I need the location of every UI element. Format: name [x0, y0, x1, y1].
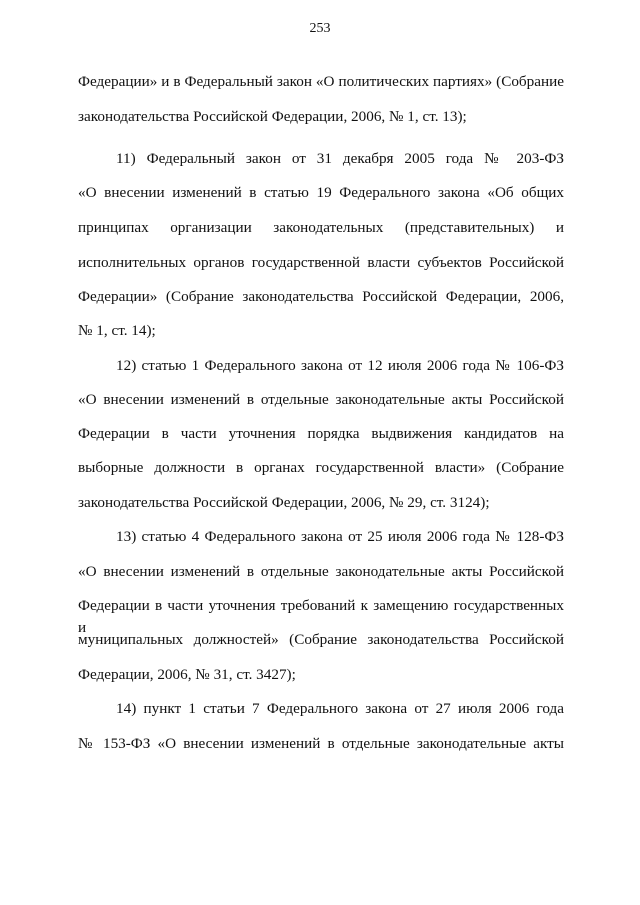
- page-number: 253: [309, 21, 331, 36]
- text-line: 14) пункт 1 статьи 7 Федерального закона от 27 июля 2006 года: [116, 700, 564, 717]
- text-line: 11) Федеральный закон от 31 декабря 2005 года № 203-ФЗ: [116, 150, 564, 167]
- text-line: муниципальных должностей» (Собрание законодательства Российской: [78, 631, 564, 648]
- text-line: «О внесении изменений в статью 19 Федерального закона «Об общих: [78, 184, 564, 201]
- text-line: № 1, ст. 14);: [78, 322, 156, 339]
- text-line: «О внесении изменений в отдельные законодательные акты Российской: [78, 391, 564, 408]
- text-line: Федерации» и в Федеральный закон «О политических партиях» (Собрание: [78, 73, 564, 90]
- text-line: исполнительных органов государственной власти субъектов Российской: [78, 254, 564, 271]
- text-line: законодательства Российской Федерации, 2006, № 29, ст. 3124);: [78, 494, 490, 511]
- text-line: выборные должности в органах государственной власти» (Собрание: [78, 459, 564, 476]
- text-line: 13) статью 4 Федерального закона от 25 июля 2006 года № 128-ФЗ: [116, 528, 564, 545]
- text-line: «О внесении изменений в отдельные законодательные акты Российской: [78, 563, 564, 580]
- text-line: Федерации, 2006, № 31, ст. 3427);: [78, 666, 296, 683]
- text-line: 12) статью 1 Федерального закона от 12 июля 2006 года № 106-ФЗ: [116, 357, 564, 374]
- text-line: принципах организации законодательных (представительных) и: [78, 219, 564, 236]
- text-line: Федерации в части уточнения порядка выдвижения кандидатов на: [78, 425, 564, 442]
- text-line: Федерации» (Собрание законодательства Российской Федерации, 2006,: [78, 288, 564, 305]
- text-line: Федерации в части уточнения требований к замещению государственных и: [78, 597, 564, 636]
- text-line: № 153-ФЗ «О внесении изменений в отдельные законодательные акты: [78, 735, 564, 752]
- text-line: законодательства Российской Федерации, 2006, № 1, ст. 13);: [78, 108, 467, 125]
